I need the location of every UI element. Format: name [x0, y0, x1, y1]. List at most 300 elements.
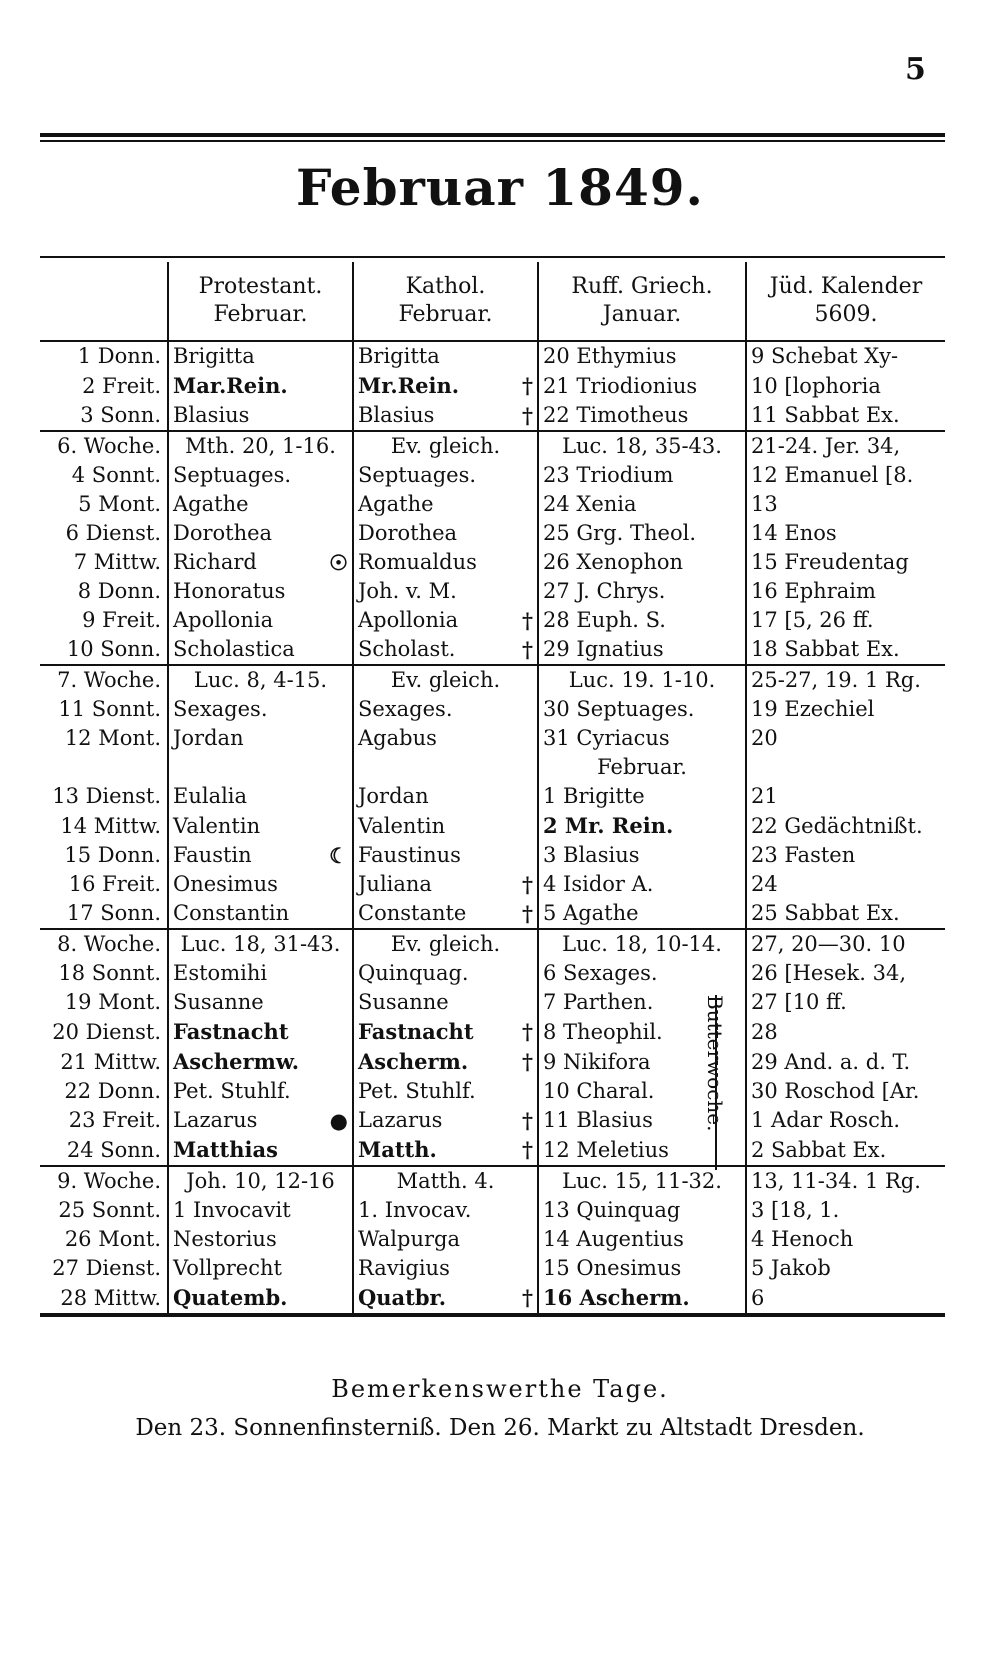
catholic-cell-text: 1. Invocav.: [358, 1198, 472, 1222]
day-cell: [40, 929, 168, 959]
top-rule: [40, 133, 945, 137]
day-cell-text: 4 Sonnt.: [71, 463, 161, 487]
day-cell-text: 20 Dienst.: [52, 1019, 161, 1044]
jewish-cell: [746, 841, 945, 870]
jewish-cell: [746, 606, 945, 635]
day-cell: [40, 782, 168, 811]
table-row: [40, 1196, 945, 1225]
russian-cell-text: 23 Triodium: [543, 463, 674, 487]
protestant-cell-text: Luc. 18, 31-43.: [180, 932, 341, 956]
jewish-cell-text: 22 Gedächtnißt.: [751, 813, 923, 838]
russian-cell: [538, 899, 746, 929]
jewish-cell: [746, 753, 945, 782]
protestant-cell-text: Eulalia: [173, 784, 248, 808]
header-catholic: Kathol. Februar.: [353, 262, 538, 341]
jewish-cell-text: 20: [751, 726, 778, 750]
catholic-cell: [353, 665, 538, 695]
protestant-cell: [168, 1047, 353, 1077]
table-row: [40, 1135, 945, 1166]
catholic-cell: [353, 1106, 538, 1135]
catholic-cell-text: Valentin: [358, 813, 446, 838]
catholic-cell: [353, 811, 538, 841]
russian-cell: [538, 401, 746, 431]
russian-cell-text: 11 Blasius: [543, 1108, 653, 1132]
page-number: 5: [905, 52, 926, 87]
day-cell: [40, 431, 168, 461]
catholic-cell: [353, 782, 538, 811]
catholic-cell: [353, 341, 538, 371]
russian-cell-text: 24 Xenia: [543, 492, 637, 516]
protestant-cell: [168, 695, 353, 724]
russian-cell: [538, 341, 746, 371]
catholic-cell: [353, 371, 538, 401]
catholic-cell-text: Apollonia: [358, 608, 459, 632]
header-protestant: Protestant. Februar.: [168, 262, 353, 341]
russian-cell: [538, 548, 746, 577]
jewish-cell-text: 6: [751, 1285, 765, 1310]
moon-phase-icon: ●: [329, 1108, 348, 1133]
russian-cell-text: 4 Isidor A.: [543, 872, 654, 896]
day-cell-text: 10 Sonn.: [66, 637, 161, 661]
russian-cell-text: 14 Augentius: [543, 1227, 684, 1251]
russian-cell-text: 15 Onesimus: [543, 1256, 682, 1280]
jewish-cell: [746, 1047, 945, 1077]
catholic-cell-text: Agabus: [358, 726, 437, 750]
catholic-cell: [353, 695, 538, 724]
protestant-cell: [168, 899, 353, 929]
table-row: [40, 841, 945, 870]
russian-cell: [538, 577, 746, 606]
day-cell-text: 11 Sonnt.: [58, 697, 161, 721]
jewish-cell-text: 2 Sabbat Ex.: [751, 1137, 887, 1162]
cross-icon: †: [522, 872, 533, 897]
catholic-cell-text: Juliana: [358, 872, 432, 896]
month-break-row: [40, 753, 945, 782]
jewish-cell: [746, 1077, 945, 1106]
jewish-cell: [746, 1017, 945, 1047]
protestant-cell-text: Agathe: [173, 492, 249, 516]
russian-cell: [538, 490, 746, 519]
table-row: [40, 1254, 945, 1283]
jewish-cell-text: 27, 20—30. 10: [751, 932, 906, 956]
cross-icon: †: [522, 373, 533, 398]
catholic-cell: [353, 401, 538, 431]
moon-phase-icon: ☾: [329, 843, 348, 868]
jewish-cell: [746, 1135, 945, 1166]
calendar-table: [40, 262, 945, 1317]
day-cell: [40, 577, 168, 606]
day-cell: [40, 1196, 168, 1225]
protestant-cell-text: Quatemb.: [173, 1285, 288, 1310]
russian-cell: [538, 695, 746, 724]
table-row: [40, 695, 945, 724]
day-cell: [40, 341, 168, 371]
day-cell: [40, 841, 168, 870]
russian-cell: [538, 811, 746, 841]
russian-cell-text: 27 J. Chrys.: [543, 579, 666, 603]
protestant-cell-text: Brigitta: [173, 344, 255, 368]
table-row: [40, 461, 945, 490]
russian-cell: [538, 665, 746, 695]
catholic-cell-text: Quinquag.: [358, 961, 469, 985]
jewish-cell-text: 1 Adar Rosch.: [751, 1108, 901, 1132]
protestant-cell: [168, 1254, 353, 1283]
cross-icon: †: [522, 403, 533, 428]
moon-phase-icon: ☉: [329, 550, 348, 575]
week-row: [40, 431, 945, 461]
day-cell: [40, 870, 168, 899]
protestant-cell-text: Onesimus: [173, 872, 278, 896]
protestant-cell: [168, 635, 353, 665]
day-cell: [40, 1017, 168, 1047]
catholic-cell-text: Susanne: [358, 990, 449, 1014]
table-row: [40, 1077, 945, 1106]
jewish-cell: [746, 1166, 945, 1196]
day-cell-text: 7 Mittw.: [73, 550, 161, 574]
table-row: [40, 635, 945, 665]
russian-cell: [538, 959, 746, 988]
cross-icon: †: [522, 1019, 533, 1044]
jewish-cell: [746, 1106, 945, 1135]
protestant-cell-text: Blasius: [173, 403, 250, 427]
day-cell: [40, 811, 168, 841]
jewish-cell-text: 25-27, 19. 1 Rg.: [751, 668, 921, 692]
catholic-cell: [353, 959, 538, 988]
catholic-cell: [353, 461, 538, 490]
jewish-cell: [746, 341, 945, 371]
table-row: [40, 341, 945, 371]
table-row: [40, 606, 945, 635]
catholic-cell: [353, 724, 538, 753]
protestant-cell: [168, 1283, 353, 1315]
day-cell-text: 26 Mont.: [64, 1227, 161, 1251]
protestant-cell-text: Susanne: [173, 990, 264, 1014]
russian-cell: [538, 1283, 746, 1315]
day-cell-text: 16 Freit.: [68, 872, 161, 896]
russian-cell: [538, 519, 746, 548]
catholic-cell-text: Ev. gleich.: [390, 932, 501, 956]
protestant-cell-text: Aschermw.: [173, 1049, 300, 1074]
day-cell: [40, 665, 168, 695]
table-row: [40, 959, 945, 988]
catholic-cell-text: Walpurga: [358, 1227, 460, 1251]
catholic-cell: [353, 929, 538, 959]
jewish-cell-text: 30 Roschod [Ar.: [751, 1079, 920, 1103]
day-cell: [40, 899, 168, 929]
catholic-cell-text: Fastnacht: [358, 1019, 474, 1044]
jewish-cell-text: 24: [751, 872, 778, 896]
jewish-cell-text: 16 Ephraim: [751, 579, 876, 603]
day-cell-text: 6. Woche.: [57, 434, 161, 458]
table-row: [40, 371, 945, 401]
protestant-cell-text: Scholastica: [173, 637, 295, 661]
day-cell: [40, 695, 168, 724]
day-cell: [40, 1077, 168, 1106]
jewish-cell: [746, 519, 945, 548]
catholic-cell: [353, 1166, 538, 1196]
protestant-cell: [168, 1225, 353, 1254]
catholic-cell-text: Scholast.: [358, 637, 456, 661]
protestant-cell: [168, 811, 353, 841]
cross-icon: †: [522, 608, 533, 633]
russian-cell-text: 8 Theophil.: [543, 1019, 663, 1044]
catholic-cell: [353, 841, 538, 870]
cross-icon: †: [522, 637, 533, 662]
protestant-cell-text: Dorothea: [173, 521, 273, 545]
protestant-cell: [168, 577, 353, 606]
cross-icon: †: [522, 1285, 533, 1310]
day-cell-text: 7. Woche.: [57, 668, 161, 692]
catholic-cell: [353, 1196, 538, 1225]
catholic-cell-text: Ev. gleich.: [390, 434, 501, 458]
jewish-cell-text: 5 Jakob: [751, 1256, 831, 1280]
russian-cell-text: 20 Ethymius: [543, 344, 677, 368]
catholic-cell: [353, 577, 538, 606]
day-cell-text: 23 Freit.: [68, 1108, 161, 1132]
day-cell-text: 2 Freit.: [82, 373, 161, 398]
day-cell-text: 8. Woche.: [57, 932, 161, 956]
day-cell: [40, 371, 168, 401]
day-cell-text: 6 Dienst.: [65, 521, 161, 545]
protestant-cell-text: Nestorius: [173, 1227, 277, 1251]
table-row: [40, 811, 945, 841]
protestant-cell: [168, 841, 353, 870]
day-cell-text: 9 Freit.: [82, 608, 161, 632]
table-row: [40, 1106, 945, 1135]
table-row: [40, 1017, 945, 1047]
protestant-cell: [168, 548, 353, 577]
butterwoche-bracket: [703, 995, 741, 1170]
jewish-cell: [746, 1225, 945, 1254]
day-cell-text: 25 Sonnt.: [58, 1198, 161, 1222]
day-cell-text: 22 Donn.: [64, 1079, 161, 1103]
protestant-cell: [168, 665, 353, 695]
russian-cell-text: 5 Agathe: [543, 901, 639, 925]
catholic-cell: [353, 1283, 538, 1315]
day-cell: [40, 753, 168, 782]
protestant-cell: [168, 959, 353, 988]
catholic-cell-text: Septuages.: [358, 463, 477, 487]
protestant-cell: [168, 371, 353, 401]
remarks-heading: Bemerkenswerthe Tage.: [331, 1375, 669, 1403]
protestant-cell-text: 1 Invocavit: [173, 1198, 291, 1222]
header-jewish: Jüd. Kalender 5609.: [746, 262, 945, 341]
jewish-cell: [746, 870, 945, 899]
catholic-cell-text: Pet. Stuhlf.: [358, 1079, 476, 1103]
jewish-cell-text: 4 Henoch: [751, 1227, 854, 1251]
table-row: [40, 870, 945, 899]
table-row: [40, 1283, 945, 1315]
jewish-cell-text: 9 Schebat Xy-: [751, 344, 899, 368]
jewish-cell: [746, 811, 945, 841]
russian-cell-text: Luc. 19. 1-10.: [568, 668, 716, 692]
protestant-cell: [168, 1166, 353, 1196]
week-row: [40, 665, 945, 695]
jewish-cell: [746, 665, 945, 695]
protestant-cell: [168, 1135, 353, 1166]
jewish-cell-text: 18 Sabbat Ex.: [751, 637, 900, 661]
catholic-cell-text: Quatbr.: [358, 1285, 446, 1310]
catholic-cell-text: Agathe: [358, 492, 434, 516]
catholic-cell-text: Matth.: [358, 1137, 437, 1162]
catholic-cell-text: Joh. v. M.: [358, 579, 457, 603]
protestant-cell-text: Richard: [173, 550, 257, 574]
russian-cell: [538, 371, 746, 401]
catholic-cell: [353, 1047, 538, 1077]
jewish-cell: [746, 1196, 945, 1225]
russian-cell-text: 13 Quinquag: [543, 1198, 681, 1222]
jewish-cell: [746, 695, 945, 724]
russian-cell: [538, 1254, 746, 1283]
protestant-cell-text: Luc. 8, 4-15.: [193, 668, 328, 692]
protestant-cell: [168, 341, 353, 371]
catholic-cell-text: Brigitta: [358, 344, 440, 368]
butterwoche-label: Butterwoche.: [703, 995, 727, 1132]
jewish-cell-text: 15 Freudentag: [751, 550, 909, 574]
day-cell: [40, 1283, 168, 1315]
protestant-cell-text: Valentin: [173, 813, 261, 838]
catholic-cell-text: Lazarus: [358, 1108, 443, 1132]
russian-cell-text: 16 Ascherm.: [543, 1285, 690, 1310]
protestant-cell: [168, 988, 353, 1017]
russian-cell-text: 30 Septuages.: [543, 697, 695, 721]
protestant-cell: [168, 401, 353, 431]
jewish-cell-text: 23 Fasten: [751, 843, 856, 867]
day-cell-text: 12 Mont.: [64, 726, 161, 750]
russian-cell: [538, 461, 746, 490]
russian-cell-text: 22 Timotheus: [543, 403, 689, 427]
russian-cell-text: 10 Charal.: [543, 1079, 655, 1103]
russian-cell-text: 28 Euph. S.: [543, 608, 666, 632]
protestant-cell-text: Apollonia: [173, 608, 274, 632]
week-row: [40, 929, 945, 959]
russian-cell-text: 1 Brigitte: [543, 784, 645, 808]
russian-cell: [538, 635, 746, 665]
jewish-cell-text: 21-24. Jer. 34,: [751, 434, 901, 458]
jewish-cell-text: 13: [751, 492, 778, 516]
cross-icon: †: [522, 1049, 533, 1074]
catholic-cell: [353, 635, 538, 665]
day-cell: [40, 401, 168, 431]
day-cell: [40, 635, 168, 665]
jewish-cell: [746, 431, 945, 461]
protestant-cell: [168, 929, 353, 959]
russian-cell: [538, 1166, 746, 1196]
russian-cell-text: 7 Parthen.: [543, 990, 654, 1014]
russian-cell: [538, 606, 746, 635]
protestant-cell: [168, 782, 353, 811]
table-row: [40, 899, 945, 929]
protestant-cell: [168, 1077, 353, 1106]
russian-cell-text: 9 Nikifora: [543, 1049, 651, 1074]
protestant-cell: [168, 1196, 353, 1225]
day-cell-text: 21 Mittw.: [60, 1049, 161, 1074]
week-row: [40, 1166, 945, 1196]
protestant-cell: [168, 724, 353, 753]
jewish-cell-text: 17 [5, 26 ff.: [751, 608, 874, 632]
day-cell: [40, 1225, 168, 1254]
catholic-cell: [353, 988, 538, 1017]
russian-cell: [538, 782, 746, 811]
header-day: [40, 262, 168, 341]
jewish-cell: [746, 929, 945, 959]
russian-cell-text: Luc. 18, 35-43.: [562, 434, 722, 458]
day-cell: [40, 1254, 168, 1283]
protestant-cell-text: Fastnacht: [173, 1019, 289, 1044]
jewish-cell: [746, 1283, 945, 1315]
day-cell-text: 27 Dienst.: [52, 1256, 161, 1280]
russian-cell: [538, 431, 746, 461]
title-rule: [40, 256, 945, 258]
protestant-cell: [168, 461, 353, 490]
russian-cell: [538, 870, 746, 899]
catholic-cell: [353, 519, 538, 548]
table-row: [40, 490, 945, 519]
catholic-cell: [353, 753, 538, 782]
catholic-cell-text: Ev. gleich.: [390, 668, 501, 692]
day-cell: [40, 606, 168, 635]
jewish-cell: [746, 577, 945, 606]
day-cell-text: 28 Mittw.: [60, 1285, 161, 1310]
catholic-cell-text: Mr.Rein.: [358, 373, 460, 398]
jewish-cell-text: 11 Sabbat Ex.: [751, 403, 900, 427]
jewish-cell-text: 21: [751, 784, 778, 808]
protestant-cell: [168, 606, 353, 635]
jewish-cell: [746, 401, 945, 431]
table-row: [40, 1225, 945, 1254]
jewish-cell-text: 27 [10 ff.: [751, 990, 847, 1014]
jewish-cell-text: 28: [751, 1019, 778, 1044]
day-cell-text: 13 Dienst.: [52, 784, 161, 808]
jewish-cell-text: 26 [Hesek. 34,: [751, 961, 907, 985]
protestant-cell: [168, 490, 353, 519]
jewish-cell: [746, 1254, 945, 1283]
protestant-cell-text: Matthias: [173, 1137, 278, 1162]
jewish-cell-text: 19 Ezechiel: [751, 697, 875, 721]
russian-cell: [538, 1196, 746, 1225]
day-cell: [40, 959, 168, 988]
protestant-cell: [168, 1017, 353, 1047]
catholic-cell-text: Dorothea: [358, 521, 458, 545]
catholic-cell-text: Ascherm.: [358, 1049, 469, 1074]
russian-cell-text: Luc. 18, 10-14.: [562, 932, 722, 956]
russian-cell: [538, 1225, 746, 1254]
russian-cell-text: 21 Triodionius: [543, 373, 698, 398]
russian-cell-text: 26 Xenophon: [543, 550, 684, 574]
protestant-cell-text: Honoratus: [173, 579, 286, 603]
catholic-cell: [353, 431, 538, 461]
day-cell: [40, 1135, 168, 1166]
day-cell: [40, 490, 168, 519]
table-row: [40, 548, 945, 577]
russian-cell-text: 12 Meletius: [543, 1137, 669, 1162]
top-rule-thin: [40, 140, 945, 142]
day-cell-text: 8 Donn.: [77, 579, 161, 603]
russian-cell-text: 6 Sexages.: [543, 961, 658, 985]
catholic-cell-text: Matth. 4.: [396, 1169, 495, 1193]
protestant-cell-text: Sexages.: [173, 697, 268, 721]
protestant-cell-text: Faustin: [173, 843, 252, 867]
day-cell-text: 19 Mont.: [64, 990, 161, 1014]
catholic-cell: [353, 1077, 538, 1106]
table-row: [40, 577, 945, 606]
catholic-cell-text: Romualdus: [358, 550, 477, 574]
day-cell: [40, 988, 168, 1017]
jewish-cell: [746, 959, 945, 988]
catholic-cell: [353, 870, 538, 899]
catholic-cell-text: Faustinus: [358, 843, 461, 867]
protestant-cell: [168, 1106, 353, 1135]
